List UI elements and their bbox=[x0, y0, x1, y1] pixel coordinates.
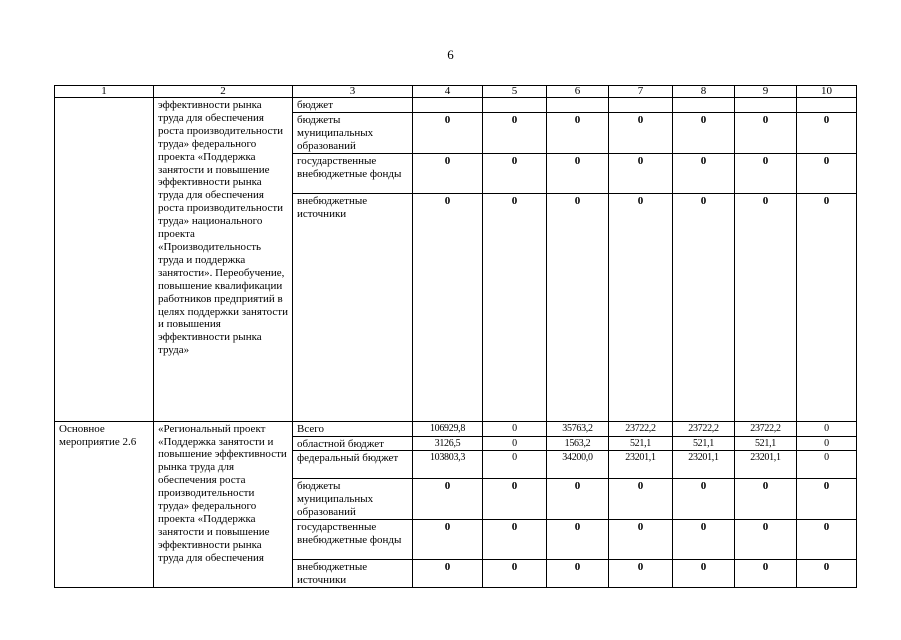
value-cell: 0 bbox=[483, 520, 547, 560]
value-cell: 0 bbox=[797, 560, 857, 588]
value-cell: 0 bbox=[413, 520, 483, 560]
value-cell: 23201,1 bbox=[609, 451, 673, 479]
value-cell: 0 bbox=[483, 560, 547, 588]
funding-source: Всего bbox=[293, 421, 413, 436]
value-cell: 0 bbox=[547, 560, 609, 588]
funding-source: федеральный бюджет bbox=[293, 451, 413, 479]
value-cell: 0 bbox=[609, 112, 673, 153]
value-cell: 0 bbox=[547, 479, 609, 520]
value-cell: 3126,5 bbox=[413, 436, 483, 451]
value-cell: 0 bbox=[735, 520, 797, 560]
column-header: 9 bbox=[735, 86, 797, 98]
column-header: 6 bbox=[547, 86, 609, 98]
value-cell: 0 bbox=[547, 193, 609, 421]
value-cell: 103803,3 bbox=[413, 451, 483, 479]
value-cell: 0 bbox=[483, 153, 547, 193]
column-header: 8 bbox=[673, 86, 735, 98]
value-cell: 0 bbox=[797, 193, 857, 421]
value-cell: 23722,2 bbox=[673, 421, 735, 436]
table-row bbox=[55, 98, 857, 113]
funding-source: государственные внебюджетные фонды bbox=[293, 520, 413, 560]
value-cell: 0 bbox=[797, 153, 857, 193]
value-cell: 23722,2 bbox=[609, 421, 673, 436]
value-cell bbox=[735, 98, 797, 113]
value-cell: 0 bbox=[609, 153, 673, 193]
funding-source: внебюджетные источники bbox=[293, 193, 413, 421]
value-cell: 0 bbox=[413, 560, 483, 588]
event-cell bbox=[55, 98, 154, 422]
column-header: 2 bbox=[154, 86, 293, 98]
funding-source: государственные внебюджетные фонды bbox=[293, 153, 413, 193]
column-header: 5 bbox=[483, 86, 547, 98]
value-cell: 521,1 bbox=[735, 436, 797, 451]
value-cell: 0 bbox=[483, 479, 547, 520]
column-header: 7 bbox=[609, 86, 673, 98]
column-header: 4 bbox=[413, 86, 483, 98]
value-cell: 1563,2 bbox=[547, 436, 609, 451]
funding-source: областной бюджет bbox=[293, 436, 413, 451]
value-cell: 0 bbox=[797, 520, 857, 560]
value-cell: 35763,2 bbox=[547, 421, 609, 436]
measure-description: «Региональный проект «Поддержка занятости и повышение эффективности рынка труда для обеспечения роста производительности труда» федерального проекта «Поддержка занятости и повышение эффективности рынка труда для обеспечения bbox=[154, 421, 293, 588]
funding-source: бюджеты муниципальных образований bbox=[293, 479, 413, 520]
value-cell: 0 bbox=[673, 560, 735, 588]
value-cell bbox=[797, 98, 857, 113]
value-cell: 23201,1 bbox=[673, 451, 735, 479]
column-header: 10 bbox=[797, 86, 857, 98]
value-cell: 23201,1 bbox=[735, 451, 797, 479]
value-cell bbox=[413, 98, 483, 113]
value-cell: 23722,2 bbox=[735, 421, 797, 436]
measure-description: эффективности рынка труда для обеспечения роста производительности труда» федерального проекта «Поддержка занятости и повышение эффективности рынка труда для обеспечения роста производительности труда» национального проекта «Производительность труда и поддержка занятости». Переобучение, повышение квалификации работников предприятий в целях поддержки занятости и повышения эффективности рынка труда» bbox=[154, 98, 293, 422]
value-cell: 0 bbox=[735, 560, 797, 588]
value-cell: 34200,0 bbox=[547, 451, 609, 479]
value-cell: 0 bbox=[673, 520, 735, 560]
value-cell: 0 bbox=[673, 112, 735, 153]
value-cell: 0 bbox=[483, 421, 547, 436]
value-cell: 0 bbox=[483, 451, 547, 479]
budget-table bbox=[54, 85, 857, 588]
value-cell: 0 bbox=[547, 520, 609, 560]
value-cell: 0 bbox=[797, 112, 857, 153]
value-cell bbox=[483, 98, 547, 113]
value-cell: 0 bbox=[413, 479, 483, 520]
page-number: 6 bbox=[447, 47, 454, 62]
value-cell: 0 bbox=[797, 436, 857, 451]
value-cell: 0 bbox=[609, 193, 673, 421]
table-row bbox=[55, 421, 857, 436]
value-cell: 0 bbox=[797, 451, 857, 479]
value-cell: 0 bbox=[609, 520, 673, 560]
value-cell: 0 bbox=[673, 193, 735, 421]
value-cell: 0 bbox=[413, 112, 483, 153]
funding-source: бюджеты муниципальных образований bbox=[293, 112, 413, 153]
value-cell: 0 bbox=[483, 112, 547, 153]
funding-source: бюджет bbox=[293, 98, 413, 113]
value-cell: 0 bbox=[735, 193, 797, 421]
value-cell: 0 bbox=[413, 193, 483, 421]
column-header: 1 bbox=[55, 86, 154, 98]
value-cell: 0 bbox=[609, 479, 673, 520]
value-cell: 0 bbox=[413, 153, 483, 193]
value-cell: 106929,8 bbox=[413, 421, 483, 436]
main-event-name: Основное мероприятие 2.6 bbox=[55, 421, 154, 588]
value-cell: 0 bbox=[735, 112, 797, 153]
value-cell bbox=[609, 98, 673, 113]
value-cell: 0 bbox=[735, 153, 797, 193]
value-cell: 0 bbox=[547, 153, 609, 193]
column-number-row bbox=[55, 86, 857, 98]
value-cell: 521,1 bbox=[673, 436, 735, 451]
value-cell bbox=[673, 98, 735, 113]
value-cell: 0 bbox=[797, 479, 857, 520]
funding-source: внебюджетные источники bbox=[293, 560, 413, 588]
value-cell: 0 bbox=[609, 560, 673, 588]
value-cell: 521,1 bbox=[609, 436, 673, 451]
column-header: 3 bbox=[293, 86, 413, 98]
value-cell: 0 bbox=[483, 436, 547, 451]
value-cell: 0 bbox=[483, 193, 547, 421]
value-cell: 0 bbox=[673, 479, 735, 520]
value-cell: 0 bbox=[547, 112, 609, 153]
value-cell: 0 bbox=[673, 153, 735, 193]
value-cell bbox=[547, 98, 609, 113]
value-cell: 0 bbox=[735, 479, 797, 520]
value-cell: 0 bbox=[797, 421, 857, 436]
